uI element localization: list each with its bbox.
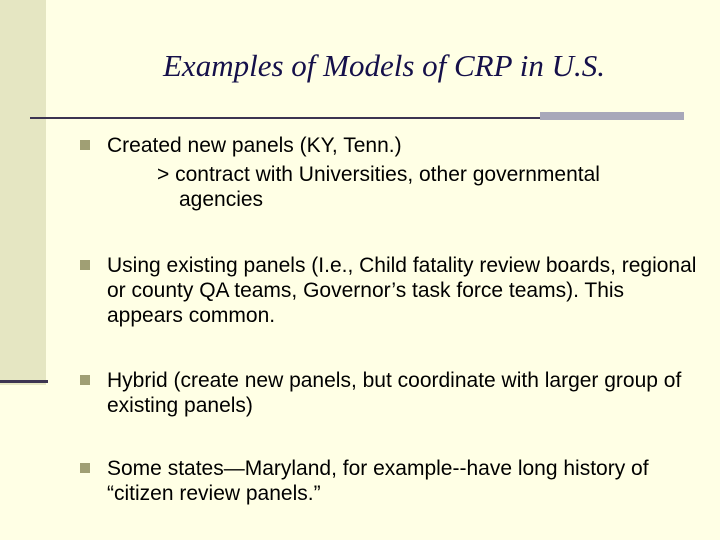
left-decorative-band (0, 0, 46, 385)
bullet-square-icon (80, 375, 90, 385)
sub-item (157, 162, 697, 212)
bullet-square-icon (80, 140, 90, 150)
bullet-square-icon (80, 260, 90, 270)
title-underline (30, 117, 540, 119)
bullet-square-icon (80, 463, 90, 473)
title-accent-bar (540, 112, 684, 120)
slide-title: Examples of Models of CRP in U.S. (163, 48, 605, 83)
bullet-text: Hybrid (create new panels, but coordinate with larger group of existing panels) (107, 369, 682, 417)
sub-item-line-2: agencies (179, 188, 264, 211)
bullet-text: Created new panels (KY, Tenn.) (107, 134, 402, 157)
sub-item-line-1: > contract with Universities, other governmental (157, 163, 600, 186)
left-band-divider (0, 380, 48, 383)
bullet-text: Some states—Maryland, for example--have long history of “citizen review panels.” (107, 457, 649, 505)
bullet-text: Using existing panels (I.e., Child fatality review boards, regional or county QA teams, Governor’s task force teams). This appears common. (107, 254, 697, 327)
